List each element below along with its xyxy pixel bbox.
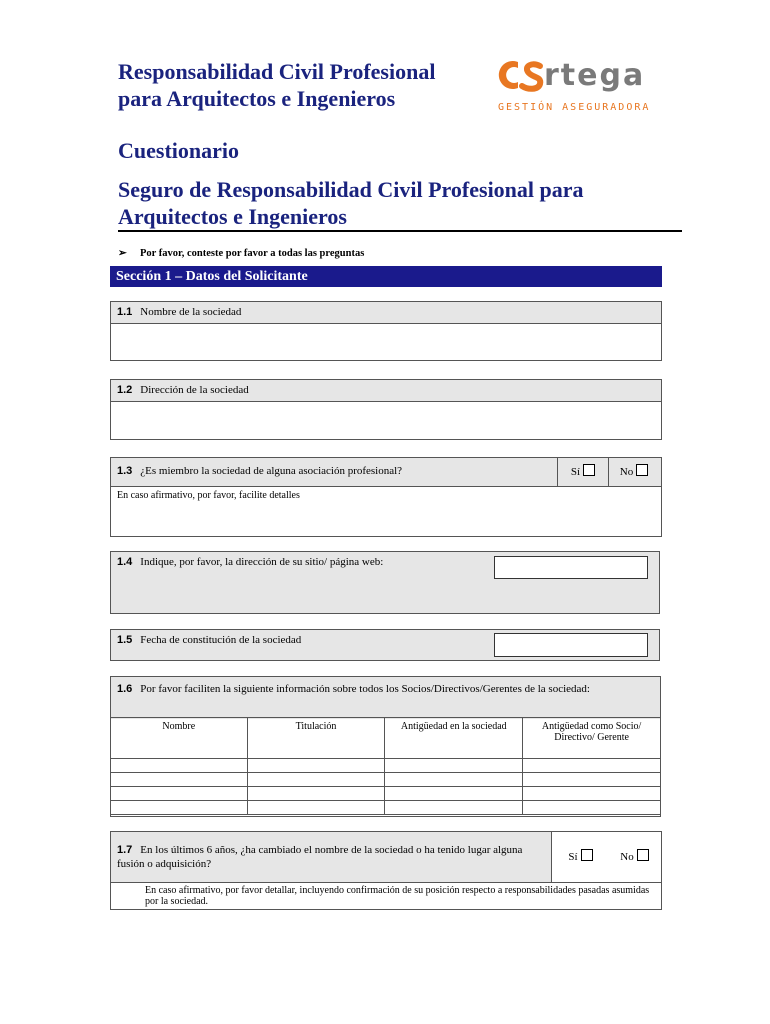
question-1-5 <box>110 629 660 661</box>
table-row <box>111 759 661 773</box>
no-checkbox[interactable] <box>637 849 649 861</box>
arrow-bullet-icon: ➢ <box>118 248 127 259</box>
question-label: Fecha de constitución de la sociedad <box>140 634 302 646</box>
table-cell[interactable] <box>523 801 661 815</box>
column-header: Antigüedad como Socio/ Directivo/ Gerente <box>523 718 661 759</box>
instruction <box>118 247 364 259</box>
column-header: Titulación <box>247 718 385 759</box>
question-label: En los últimos 6 años, ¿ha cambiado el nombre de la sociedad o ha tenido lugar alguna fusión o adquisición? <box>117 844 523 870</box>
table-cell[interactable] <box>247 787 385 801</box>
title-divider <box>118 230 682 232</box>
website-input[interactable] <box>494 556 648 579</box>
question-label: Por favor faciliten la siguiente información sobre todos los Socios/Directivos/Gerentes de la sociedad: <box>140 683 590 695</box>
yes-checkbox[interactable] <box>581 849 593 861</box>
section-header: Sección 1 – Datos del Solicitante <box>110 266 662 287</box>
insurance-title: Seguro de Responsabilidad Civil Profesional para Arquitectos e Ingenieros <box>118 177 584 229</box>
question-1-7 <box>110 831 662 910</box>
question-number: 1.3 <box>117 465 133 477</box>
table-cell[interactable] <box>247 759 385 773</box>
table-cell[interactable] <box>523 787 661 801</box>
table-cell[interactable] <box>111 787 248 801</box>
table-cell[interactable] <box>111 759 248 773</box>
ortega-logo-icon <box>494 52 679 116</box>
detail-prompt: En caso afirmativo, por favor, facilite detalles <box>117 490 300 501</box>
column-header: Antigüedad en la sociedad <box>385 718 523 759</box>
merger-details-field[interactable] <box>111 883 661 909</box>
logo-word: rtega <box>544 58 646 93</box>
detail-prompt: En caso afirmativo, por favor detallar, incluyendo confirmación de su posición respecto a responsabilidades pasadas asumidas por la sociedad. <box>145 885 650 907</box>
yes-label: Sí <box>568 851 578 863</box>
logo-tagline: GESTIÓN ASEGURADORA <box>498 102 651 113</box>
question-label: ¿Es miembro la sociedad de alguna asociación profesional? <box>140 465 403 477</box>
table-row <box>111 801 661 815</box>
table-row <box>111 787 661 801</box>
question-1-3 <box>110 457 662 537</box>
subtitle-label: Cuestionario <box>118 138 239 163</box>
question-label: Nombre de la sociedad <box>140 306 242 318</box>
no-label: No <box>620 851 634 863</box>
question-1-1 <box>110 301 662 361</box>
instruction-text: Por favor, conteste por favor a todas las preguntas <box>140 248 365 259</box>
table-cell[interactable] <box>523 773 661 787</box>
table-cell[interactable] <box>111 801 248 815</box>
table-cell[interactable] <box>385 801 523 815</box>
question-number: 1.7 <box>117 844 133 856</box>
partners-table <box>110 717 661 815</box>
company-address-field[interactable] <box>111 402 661 439</box>
company-logo <box>494 52 679 116</box>
question-number: 1.1 <box>117 306 133 318</box>
table-cell[interactable] <box>385 759 523 773</box>
question-number: 1.4 <box>117 556 133 568</box>
question-1-2 <box>110 379 662 440</box>
question-label: Indique, por favor, la dirección de su sitio/ página web: <box>140 556 384 568</box>
table-cell[interactable] <box>247 801 385 815</box>
table-cell[interactable] <box>247 773 385 787</box>
column-header: Nombre <box>111 718 248 759</box>
incorporation-date-input[interactable] <box>494 633 648 657</box>
no-label: No <box>619 466 634 478</box>
table-cell[interactable] <box>385 787 523 801</box>
table-cell[interactable] <box>111 773 248 787</box>
table-cell[interactable] <box>523 759 661 773</box>
association-details-field[interactable] <box>111 487 661 536</box>
question-number: 1.5 <box>117 634 133 646</box>
yes-label: Sí <box>570 466 581 478</box>
question-1-4 <box>110 551 660 614</box>
document-title: Responsabilidad Civil Profesional para Arquitectos e Ingenieros <box>118 59 436 111</box>
table-cell[interactable] <box>385 773 523 787</box>
question-label: Dirección de la sociedad <box>140 384 249 396</box>
company-name-field[interactable] <box>111 324 661 360</box>
yes-checkbox[interactable] <box>583 464 595 476</box>
question-1-6 <box>110 676 661 817</box>
question-number: 1.6 <box>117 683 133 695</box>
table-row <box>111 773 661 787</box>
no-checkbox[interactable] <box>636 464 648 476</box>
question-number: 1.2 <box>117 384 133 396</box>
